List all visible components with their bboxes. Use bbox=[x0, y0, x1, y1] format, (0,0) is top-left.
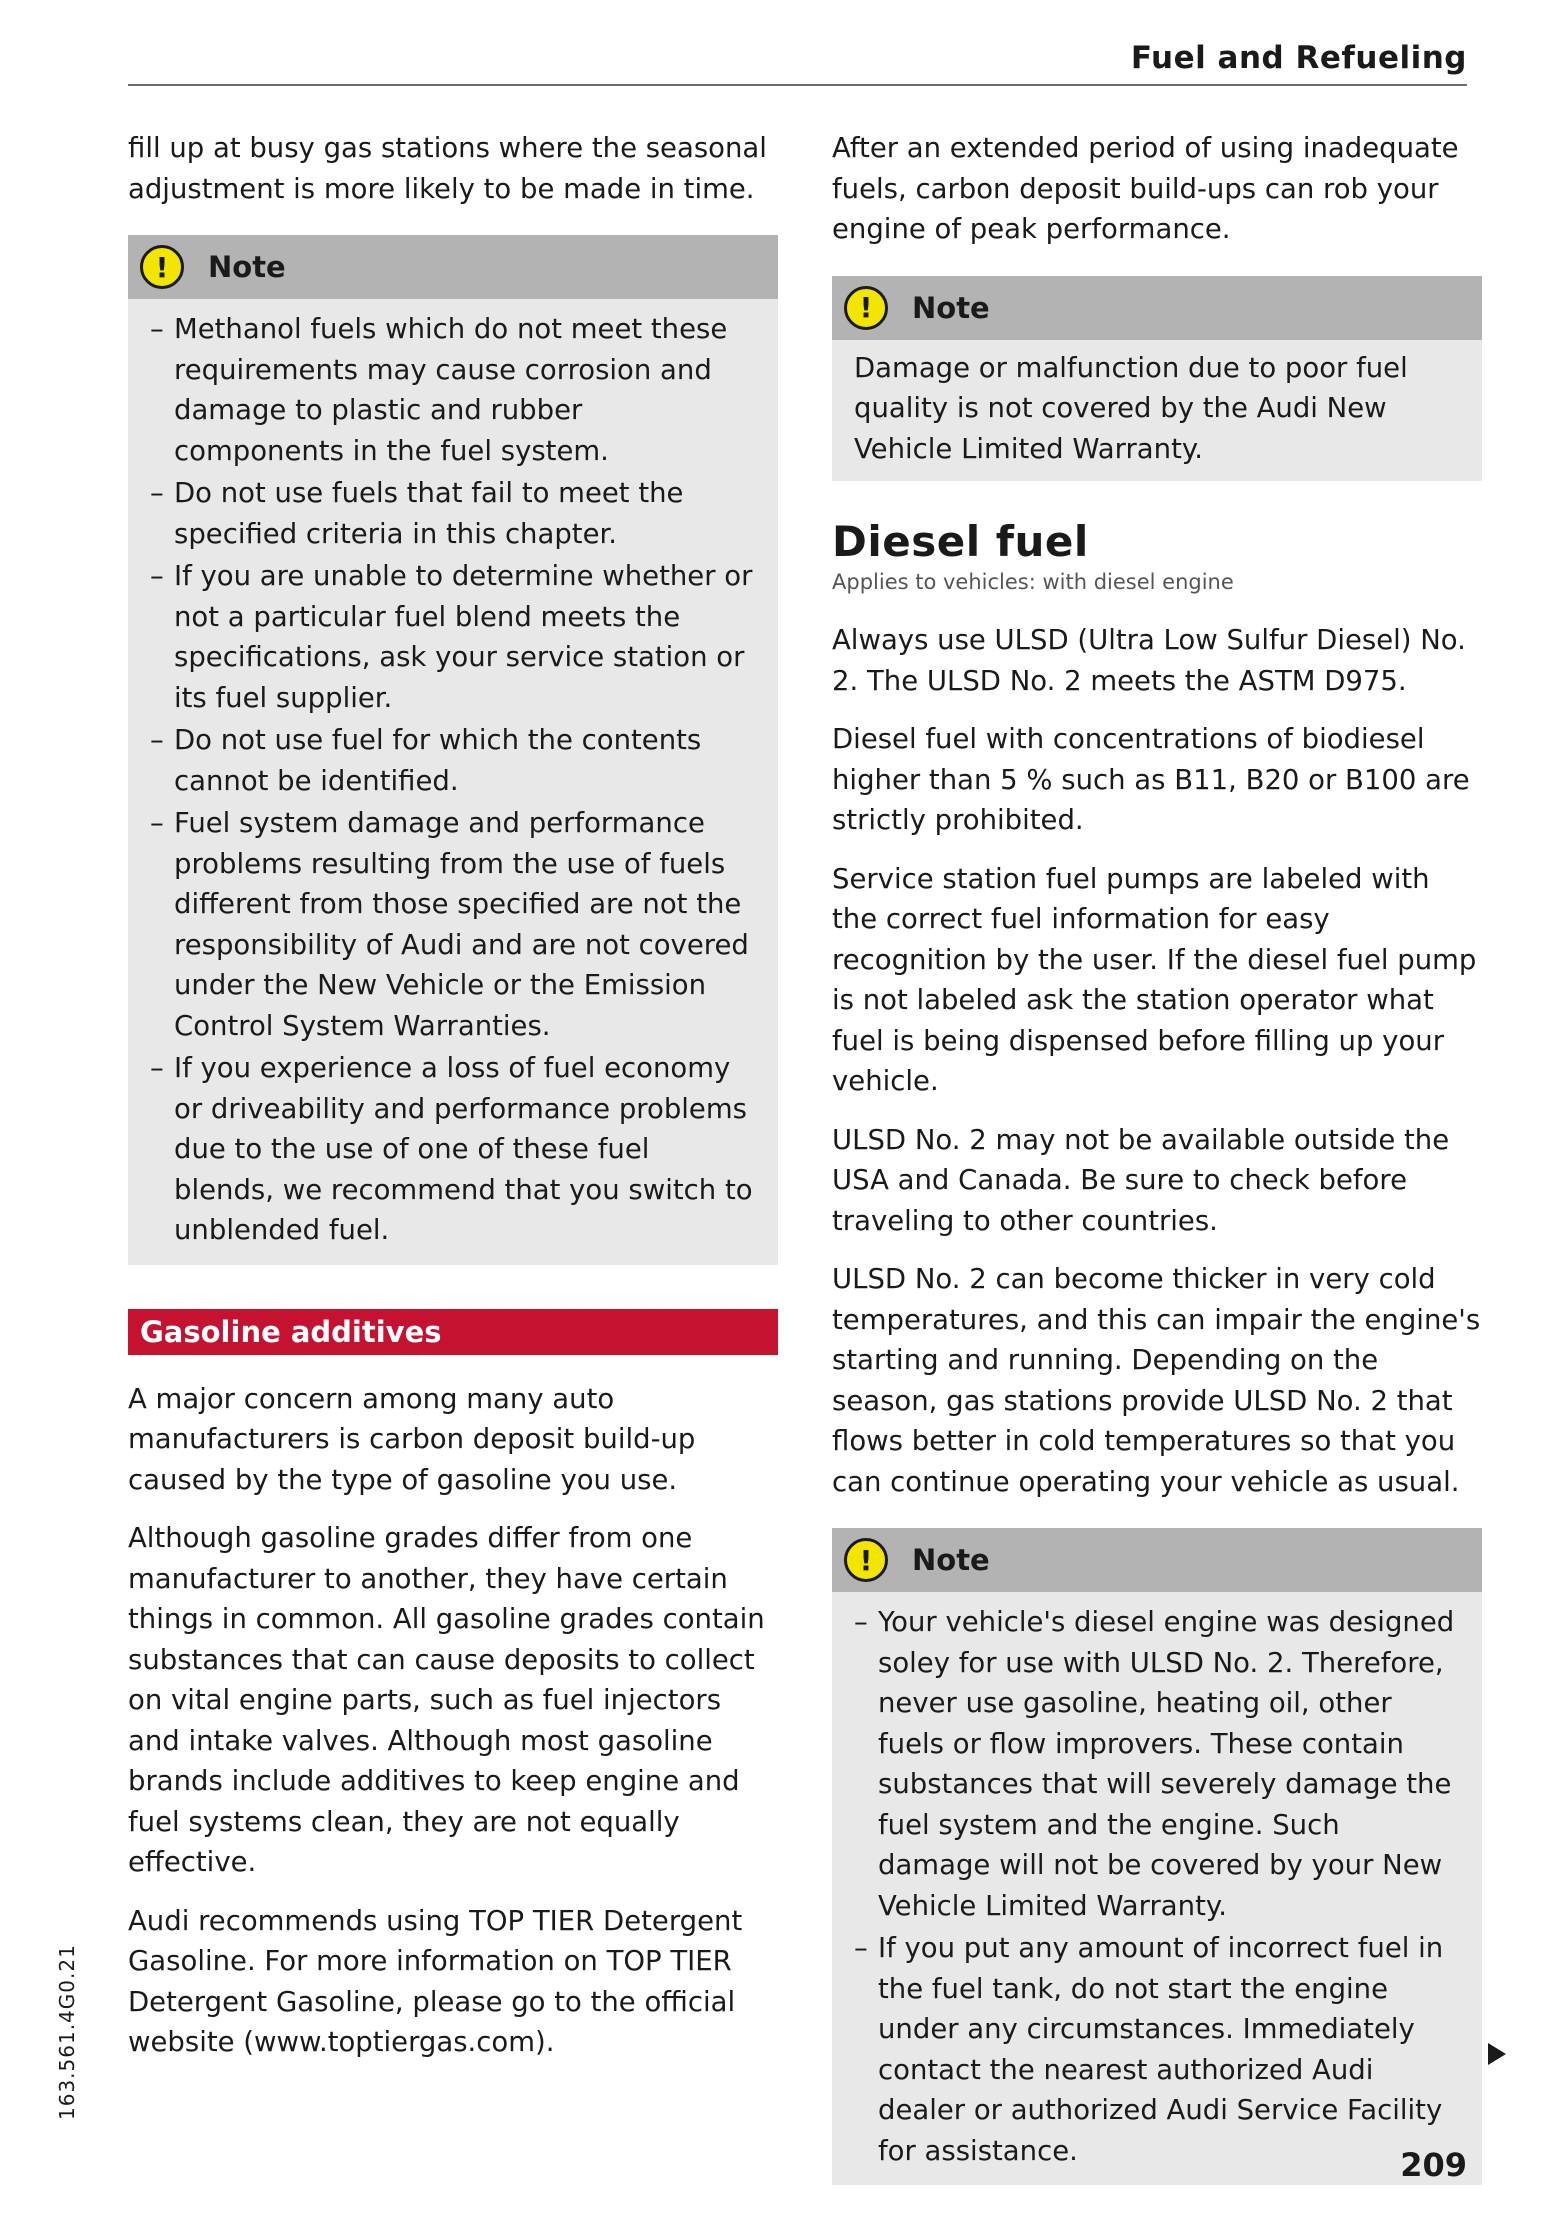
note-list bbox=[150, 309, 756, 1251]
left-intro: fill up at busy gas stations where the seasonal adjustment is more likely to be made in time. bbox=[128, 132, 767, 205]
note-body bbox=[832, 1592, 1482, 2185]
note-header bbox=[128, 235, 778, 299]
paragraph: ULSD No. 2 can become thicker in very cold temperatures, and this can impair the engine's starting and running. Depending on the season, gas stations provide ULSD No. 2 that flows better in cold temperatures so that you can continue operating your vehicle as usual. bbox=[832, 1263, 1481, 1498]
note-text: Damage or malfunction due to poor fuel quality is not covered by the Audi New Vehicle Limited Warranty. bbox=[854, 351, 1408, 465]
note-header bbox=[832, 1528, 1482, 1592]
applies-to-label: Applies to vehicles: with diesel engine bbox=[832, 570, 1234, 594]
exclamation-icon: ! bbox=[844, 286, 888, 330]
paragraph: Always use ULSD (Ultra Low Sulfur Diesel) No. 2. The ULSD No. 2 meets the ASTM D975. bbox=[832, 624, 1466, 697]
right-column bbox=[832, 128, 1482, 2213]
list-item: – If you are unable to determine whether or not a particular fuel blend meets the specifications, ask your service station or its fuel supplier. bbox=[150, 560, 753, 714]
section-heading-gasoline-additives: Gasoline additives bbox=[128, 1309, 778, 1355]
document-code: 163.561.4G0.21 bbox=[55, 1944, 79, 2120]
header-divider bbox=[128, 84, 1467, 86]
heading-diesel-fuel: Diesel fuel bbox=[832, 517, 1089, 566]
note-body bbox=[128, 299, 778, 1265]
list-item: – Your vehicle's diesel engine was designed soley for use with ULSD No. 2. Therefore, never use gasoline, heating oil, other fuels or flow improvers. These contain substances that will severely damage the fuel system and the engine. Such damage will not be covered by your New Vehicle Limited Warranty. bbox=[854, 1606, 1455, 1922]
note-title: Note bbox=[912, 1543, 990, 1577]
paragraph: Diesel fuel with concentrations of biodiesel higher than 5 % such as B11, B20 or B100 are strictly prohibited. bbox=[832, 723, 1470, 836]
list-item: – Do not use fuels that fail to meet the specified criteria in this chapter. bbox=[150, 477, 684, 550]
left-column bbox=[128, 128, 778, 2081]
exclamation-icon: ! bbox=[140, 245, 184, 289]
paragraph: Audi recommends using TOP TIER Detergent Gasoline. For more information on TOP TIER Detergent Gasoline, please go to the official website (www.toptiergas.com). bbox=[128, 1904, 743, 2058]
note-box-diesel-engine bbox=[832, 1528, 1482, 2185]
paragraph: Although gasoline grades differ from one manufacturer to another, they have certain things in common. All gasoline grades contain substances that can cause deposits to collect on vital engine parts, such as fuel injectors and intake valves. Although most gasoline brands include additives to keep engine and fuel systems clean, they are not equally effective. bbox=[128, 1522, 765, 1878]
running-header: Fuel and Refueling bbox=[1130, 40, 1467, 76]
list-item: – If you experience a loss of fuel economy or driveability and performance problems due to the use of one of these fuel blends, we recommend that you switch to unblended fuel. bbox=[150, 1052, 753, 1246]
note-header bbox=[832, 276, 1482, 340]
note-title: Note bbox=[208, 250, 286, 284]
note-body bbox=[832, 340, 1482, 482]
list-item: – If you put any amount of incorrect fuel in the fuel tank, do not start the engine under any circumstances. Immediately contact the nearest authorized Audi dealer or authorized Audi Service Facility for assistance. bbox=[854, 1932, 1444, 2167]
note-box-methanol bbox=[128, 235, 778, 1265]
note-box-fuel-quality bbox=[832, 276, 1482, 482]
paragraph: ULSD No. 2 may not be available outside the USA and Canada. Be sure to check before traveling to other countries. bbox=[832, 1123, 1450, 1237]
list-item: – Methanol fuels which do not meet these requirements may cause corrosion and damage to plastic and rubber components in the fuel system. bbox=[150, 313, 728, 467]
paragraph: Service station fuel pumps are labeled with the correct fuel information for easy recognition by the user. If the diesel fuel pump is not labeled ask the station operator what fuel is being dispensed before filling up your vehicle. bbox=[832, 862, 1477, 1097]
right-intro: After an extended period of using inadequate fuels, carbon deposit build-ups can rob your engine of peak performance. bbox=[832, 132, 1459, 245]
note-title: Note bbox=[912, 290, 990, 325]
list-item: – Do not use fuel for which the contents cannot be identified. bbox=[150, 724, 702, 797]
continue-arrow-icon bbox=[1488, 2043, 1506, 2065]
exclamation-icon: ! bbox=[844, 1538, 888, 1582]
paragraph: A major concern among many auto manufacturers is carbon deposit build-up caused by the type of gasoline you use. bbox=[128, 1382, 696, 1496]
list-item: – Fuel system damage and performance problems resulting from the use of fuels different from those specified are not the responsibility of Audi and are not covered under the New Vehicle or the Emission Control System Warranties. bbox=[150, 807, 749, 1042]
note-list bbox=[854, 1602, 1460, 2171]
page-number: 209 bbox=[1400, 2146, 1467, 2184]
